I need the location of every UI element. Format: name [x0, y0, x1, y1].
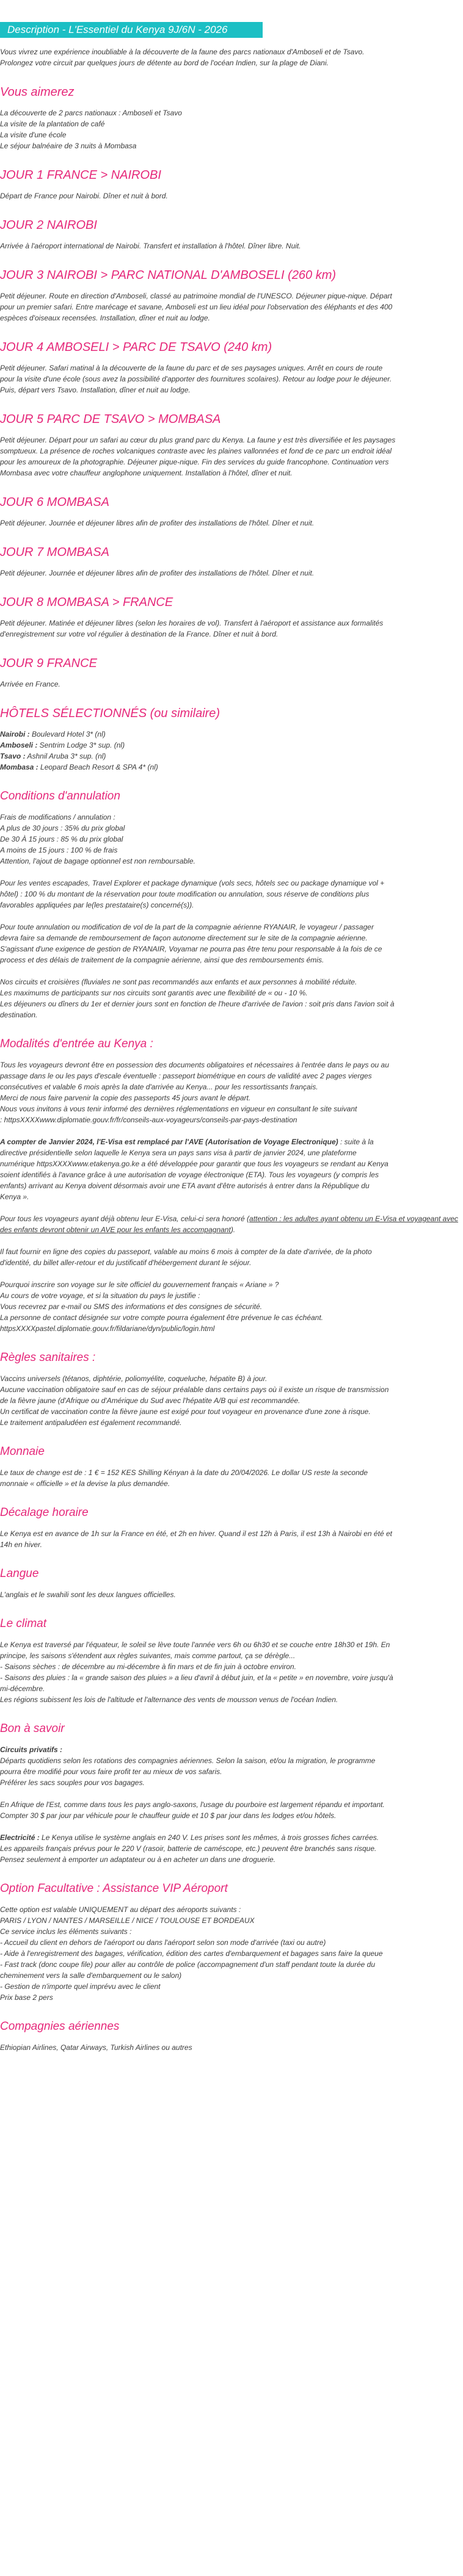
text-line: Le taux de change est de : 1 € = 152 KES Shilling Kényan à la date du 20/04/2026. Le dollar US reste la seconde	[0, 1468, 368, 1477]
text-line: S'agissant d'une exigence de gestion de RYANAIR, Voyamar ne pourra pas être tenu pour responsable à la fois de ce	[0, 945, 382, 953]
section-heading: Règles sanitaires :	[0, 1351, 96, 1364]
list-item: La visite de la plantation de café	[0, 120, 105, 128]
hotel-city: Nairobi :	[0, 730, 30, 738]
elec-label: Electricité :	[0, 1833, 40, 1842]
hotel-city: Tsavo :	[0, 752, 26, 760]
text-line: Départs quotidiens selon les rotations des compagnies aériennes. Selon la saison, et/ou la migration, le programme	[0, 1756, 376, 1765]
text-line: Vous recevrez par e-mail ou SMS des informations et des consignes de sécurité.	[0, 1302, 263, 1311]
day-6	[0, 494, 461, 529]
day-2	[0, 217, 461, 251]
text-line	[0, 1213, 461, 1235]
text-line: Cette option est valable UNIQUEMENT au départ des aéroports suivants :	[0, 1905, 241, 1914]
section-decalage	[0, 1505, 461, 1550]
text-line: Prix base 2 pers	[0, 1993, 53, 2002]
day-text: Puis, départ vers Tsavo. Installation, dîner et nuit au lodge.	[0, 386, 191, 394]
day-text: Petit déjeuner. Route en direction d'Amboseli, classé au patrimoine mondial de l'UNESCO. Déjeuner pique-nique. Départ	[0, 292, 392, 300]
hotel-line	[0, 740, 461, 751]
hotel-name: Boulevard Hotel 3* (nl)	[29, 730, 106, 738]
text-line: En Afrique de l'Est, comme dans tous les pays anglo-saxons, l'usage du pourboire est largement répandu et important.	[0, 1800, 385, 1809]
section-heading: Monnaie	[0, 1445, 45, 1458]
text-line: L'anglais et le swahili sont les deux langues officielles.	[0, 1590, 176, 1599]
section-heading: Langue	[0, 1567, 39, 1580]
text-line: Préférer les sacs souples pour vos bagages.	[0, 1778, 145, 1787]
text-line: Un certificat de vaccination contre la fièvre jaune est exigé pour tout voyageur en provenance d'une zone à risque.	[0, 1407, 371, 1416]
text-line: Le Kenya est traversé par l'équateur, le soleil se lève toute l'année vers 6h ou 6h30 et se couche entre 18h30 et 19h. En	[0, 1640, 390, 1649]
text-line: : httpsXXXXwww.diplomatie.gouv.fr/fr/conseils-aux-voyageurs/conseils-par-pays-destination	[0, 1116, 297, 1124]
day-text: espèces d'oiseaux recensées. Installation, dîner et nuit au lodge.	[0, 314, 210, 322]
text-line: - Accueil du client en dehors de l'aéroport ou dans l'aéroport selon son mode d'arrivée (taxi ou autre)	[0, 1938, 326, 1947]
day-text: Départ de France pour Nairobi. Dîner et nuit à bord.	[0, 192, 168, 200]
day-text: Petit déjeuner. Matinée et déjeuner libres (selon les horaires de vol). Transfert à l'aéroport et assistance aux formalités	[0, 619, 384, 627]
text-line: A moins de 15 jours : 100 % de frais	[0, 846, 118, 854]
text-line: enfants) arrivant au Kenya doivent désormais avoir une ETA avant d'être autorisés à entrer dans la République du	[0, 1182, 370, 1190]
list-item: La visite d'une école	[0, 131, 67, 139]
text-line: Attention, l'ajout de bagage optionnel est non remboursable.	[0, 857, 195, 865]
day-heading: JOUR 2 NAIROBI	[0, 218, 97, 232]
text-line: directive présidentielle selon laquelle le Kenya sera un pays sans visa à partir de janvier 2024, une plateforme	[0, 1149, 357, 1157]
day-text: somptueux. La présence de roches volcaniques contraste avec les plaines vallonnées et fond de ce parc un endroit idéal	[0, 447, 392, 455]
hotel-line	[0, 729, 461, 740]
hotel-line	[0, 751, 461, 762]
day-9	[0, 655, 461, 690]
day-heading: JOUR 1 FRANCE > NAIROBI	[0, 168, 161, 182]
text-line: Tous les voyageurs devront être en possession des documents obligatoires et nécessaires à l'entrée dans le pays ou au	[0, 1061, 389, 1069]
day-4	[0, 339, 461, 395]
day-text: Petit déjeuner. Départ pour un safari au cœur du plus grand parc du Kenya. La faune y est très diversifiée et les paysages	[0, 436, 396, 444]
text-line: Frais de modifications / annulation :	[0, 813, 115, 821]
section-sanitaires	[0, 1350, 461, 1428]
text-line: 14h en hiver.	[0, 1540, 42, 1549]
day-heading: JOUR 3 NAIROBI > PARC NATIONAL D'AMBOSELI (260 km)	[0, 269, 337, 282]
hotel-city: Mombasa :	[0, 763, 38, 771]
section-heading: Le climat	[0, 1617, 47, 1630]
text-line: consécutives et valable 6 mois après la date d'arrivée au Kenya... pour les ressortissants français.	[0, 1083, 318, 1091]
day-text: Petit déjeuner. Safari matinal à la découverte de la faune du parc et de ses paysages uniques. Arrêt en cours de route	[0, 364, 383, 372]
text-line: principe, les saisons s'étendent aux règles suivantes, mais comme partout, ça se dérègle...	[0, 1651, 296, 1660]
text-line: monnaie « officielle » et la devise la plus demandée.	[0, 1479, 170, 1488]
day-text: pour les amoureux de la photographie. Déjeuner pique-nique. Fin des services du guide francophone. Continuation vers	[0, 458, 389, 466]
text-line: devra faire sa demande de remboursement de façon autonome directement sur le site de la compagnie aérienne.	[0, 934, 368, 942]
text-line: Ethiopian Airlines, Qatar Airways, Turkish Airlines ou autres	[0, 2043, 192, 2052]
section-heading: Décalage horaire	[0, 1506, 89, 1519]
section-savoir	[0, 1721, 461, 1865]
text-line: Pour les ventes escapades, Travel Explorer et package dynamique (vols secs, hôtels sec ou package dynamique vol +	[0, 879, 385, 887]
text-line: Merci de nous faire parvenir la copie des passeports 45 jours avant le départ.	[0, 1094, 251, 1102]
day-heading: JOUR 4 AMBOSELI > PARC DE TSAVO (240 km)	[0, 341, 272, 354]
evisa-warning: attention : les adultes ayant obtenu un E-Visa et voyageant avec des enfants devront obtenir un AVE pour les enfants les accompagnant	[0, 1214, 459, 1234]
day-text: Arrivée en France.	[0, 680, 60, 688]
elec-text: Le Kenya utilise le système anglais en 240 V. Les prises sont les mêmes, à trois grosses fiches carrées.	[39, 1833, 379, 1842]
text-line: Ce service inclus les éléments suivants :	[0, 1927, 132, 1936]
evisa-text: Pour tous les voyageurs ayant déjà obtenu leur E-Visa, celui-ci sera honoré (	[0, 1214, 250, 1223]
text-line: Il faut fournir en ligne des copies du passeport, valable au moins 6 mois à compter de la date d'arrivée, de la photo	[0, 1247, 372, 1256]
text-line: - Saisons sèches : de décembre au mi-décembre à fin mars et de fin juin à octobre environ.	[0, 1662, 296, 1671]
content	[0, 46, 463, 2053]
section-heading: Vous aimerez	[0, 85, 75, 99]
section-heading: Option Facultative : Assistance VIP Aéroport	[0, 1882, 228, 1895]
section-heading: Conditions d'annulation	[0, 790, 120, 803]
list-item: La découverte de 2 parcs nationaux : Amboseli et Tsavo	[0, 109, 182, 117]
text-line: - Saisons des pluies : la « grande saison des pluies » a lieu d'avril à début juin, et la « petite » en novembre, voire jusqu'à	[0, 1673, 393, 1682]
text-line: process et des délais de traitement de la compagnie aérienne, ainsi que des remboursements émis.	[0, 956, 324, 964]
intro-line: Vous vivrez une expérience inoubliable à la découverte de la faune des parcs nationaux d'Amboseli et de Tsavo.	[0, 48, 365, 56]
text-line: Vaccins universels (tétanos, diphtérie, poliomyélite, coqueluche, hépatite B) à jour.	[0, 1374, 268, 1383]
day-heading: JOUR 8 MOMBASA > FRANCE	[0, 596, 173, 609]
text-line: La personne de contact désignée sur votre compte pourra également être prévenue le cas échéant.	[0, 1313, 324, 1322]
text-line: Nous vous invitons à vous tenir informé des dernières réglementations en vigueur en consultant le site suivant	[0, 1105, 357, 1113]
text-line: Le Kenya est en avance de 1h sur la France en été, et 2h en hiver. Quand il est 12h à Paris, il est 13h à Nairobi en été et	[0, 1529, 392, 1538]
text-line: pourra être modifié pour vous faire profit ter au mieux de vos safaris.	[0, 1767, 222, 1776]
text-line: cheminement vers la salle d'embarquement ou le salon)	[0, 1971, 182, 1980]
text-line: Compter 30 $ par jour par véhicule pour le chauffeur guide et 10 $ par jour dans les lodges et/ou hôtels.	[0, 1811, 337, 1820]
section-heading: Modalités d'entrée au Kenya :	[0, 1037, 153, 1050]
evisa-end: ).	[230, 1225, 236, 1234]
page-title: Description - L'Essentiel du Kenya 9J/6N - 2026	[0, 22, 263, 38]
text-line: Les déjeuners ou dîners du 1er et dernier jours sont en fonction de l'heure d'arrivée de l'avion : soit pris dans l'avion soit à	[0, 1000, 395, 1008]
text-line: Pour toute annulation ou modification de vol de la part de la compagnie aérienne RYANAIR, le voyageur / passager	[0, 923, 374, 931]
text-line: passage dans le ou les pays d'escale éventuelle : passeport biométrique en cours de validité avec 2 pages vierges	[0, 1072, 372, 1080]
day-text: Arrivée à l'aéroport international de Nairobi. Transfert et installation à l'hôtel. Dîner libre. Nuit.	[0, 242, 301, 250]
text-line: - Aide à l'enregistrement des bagages, vérification, édition des cartes d'embarquement et bagages sans faire la queue	[0, 1949, 383, 1958]
list-item: Le séjour balnéaire de 3 nuits à Mombasa	[0, 142, 137, 150]
text-line: Kenya ».	[0, 1192, 29, 1201]
day-3	[0, 267, 461, 323]
section-compagnies	[0, 2019, 461, 2053]
hotel-name: Leopard Beach Resort & SPA 4* (nl)	[38, 763, 158, 771]
section-heading: Bon à savoir	[0, 1722, 65, 1735]
text-line: Les régions subissent les lois de l'altitude et l'alternance des vents de mousson venus de l'océan Indien.	[0, 1695, 338, 1704]
section-langue	[0, 1566, 461, 1600]
day-heading: JOUR 7 MOMBASA	[0, 546, 109, 559]
day-text: Petit déjeuner. Journée et déjeuner libres afin de profiter des installations de l'hôtel. Dîner et nuit.	[0, 569, 315, 577]
text-line: Les maximums de participants sur nos circuits sont garantis avec une flexibilité de « ou - 10 %.	[0, 989, 308, 997]
text-line: PARIS / LYON / NANTES / MARSEILLE / NICE / TOULOUSE ET BORDEAUX	[0, 1916, 255, 1925]
section-vip	[0, 1881, 461, 2003]
intro-line: Prolongez votre circuit par quelques jours de détente au bord de l'océan Indien, sur la plage de Diani.	[0, 59, 329, 67]
section-conditions	[0, 788, 461, 1020]
text-line: httpsXXXXpastel.diplomatie.gouv.fr/fildariane/dyn/public/login.html	[0, 1324, 215, 1333]
day-text: pour un premier safari. Entre marécage et savane, Amboseli est un lieu idéal pour l'observation des éléphants et des 400	[0, 303, 393, 311]
text-line: d'identité, du billet aller-retour et du justificatif d'hébergement durant le séjour.	[0, 1258, 252, 1267]
section-heading: Compagnies aériennes	[0, 2020, 120, 2033]
day-text: Mombasa avec votre chauffeur anglophone uniquement. Installation à l'hôtel, dîner et nuit.	[0, 469, 293, 477]
day-8	[0, 594, 461, 640]
hotel-city: Amboseli :	[0, 741, 38, 749]
text-line: - Gestion de n'importe quel imprévu avec le client	[0, 1982, 161, 1991]
section-hotels	[0, 705, 461, 773]
hotel-name: Sentrim Lodge 3* sup. (nl)	[37, 741, 125, 749]
text-line: Les appareils français prévus pour le 220 V (rasoir, batterie de caméscope, etc.) peuvent être branchés sans risque.	[0, 1844, 377, 1853]
hotel-line	[0, 762, 461, 773]
text-line: Nos circuits et croisières (fluviales ne sont pas recommandés aux enfants et aux personnes à mobilité réduite.	[0, 978, 357, 986]
day-heading: JOUR 6 MOMBASA	[0, 496, 109, 509]
text-line: hôtel) : 100 % du montant de la réservation pour toute modification ou annulation, sous réserve de conditions plus	[0, 890, 370, 898]
text-line: favorables appliquées par le(les prestataire(s) concerné(s)).	[0, 901, 194, 909]
section-climat	[0, 1616, 461, 1705]
section-heading: HÔTELS SÉLECTIONNÉS (ou similaire)	[0, 707, 221, 720]
day-7	[0, 544, 461, 579]
day-1	[0, 167, 461, 201]
circuits-label: Circuits privatifs :	[0, 1745, 63, 1754]
text-line	[0, 1136, 461, 1147]
day-text: Petit déjeuner. Journée et déjeuner libres afin de profiter des installations de l'hôtel. Dîner et nuit.	[0, 519, 315, 527]
section-aimerez	[0, 84, 461, 151]
text-line: Pensez seulement à emporter un adaptateur ou à en acheter un dans une droguerie.	[0, 1855, 275, 1864]
day-heading: JOUR 5 PARC DE TSAVO > MOMBASA	[0, 413, 221, 426]
intro	[0, 46, 461, 68]
ave-notice-text: : suite à la	[338, 1138, 374, 1146]
section-monnaie	[0, 1444, 461, 1489]
text-line: Aucune vaccination obligatoire sauf en cas de séjour préalable dans certains pays où il existe un risque de transmission	[0, 1385, 389, 1394]
text-line: - Fast track (donc coupe file) pour aller au contrôle de police (accompagnement d'un staff pendant toute la durée du	[0, 1960, 375, 1969]
text-line: numérique httpsXXXXwww.etakenya.go.ke a été développée pour garantir que tous les voyageurs se rendant au Kenya	[0, 1160, 388, 1168]
day-text: d'enregistrement sur votre vol régulier à destination de la France. Dîner et nuit à bord.	[0, 630, 279, 638]
hotel-name: Ashnil Aruba 3* sup. (nl)	[25, 752, 106, 760]
ave-notice: A compter de Janvier 2024, l'E-Visa est remplacé par l'AVE (Autorisation de Voyage Electronique)	[0, 1138, 338, 1146]
text-line: De 30 À 15 jours : 85 % du prix global	[0, 835, 123, 843]
text-line: Pourquoi inscrire son voyage sur le site officiel du gouvernement français « Ariane » ?	[0, 1280, 279, 1289]
section-entree	[0, 1036, 461, 1334]
text-line: Au cours de votre voyage, et si la situation du pays le justifie :	[0, 1291, 200, 1300]
day-5	[0, 411, 461, 478]
day-text: pour la visite d'une école (sous avez la possibilité d'apporter des fournitures scolaires). Retour au lodge pour le déjeuner.	[0, 375, 392, 383]
text-line: Le traitement antipaludéen est également recommandé.	[0, 1418, 182, 1427]
day-heading: JOUR 9 FRANCE	[0, 657, 97, 670]
text-line	[0, 1832, 461, 1843]
text-line: mi-décembre.	[0, 1684, 45, 1693]
text-line: destination.	[0, 1011, 38, 1019]
text-line: soient identifiés à l'avance grâce à une autorisation de voyage électronique (ETA). Tous les voyageurs (y compris les	[0, 1171, 379, 1179]
text-line: A plus de 30 jours : 35% du prix global	[0, 824, 125, 832]
text-line: de la fièvre jaune (d'Afrique ou d'Amérique du Sud avec l'hépatite A/B qui est recommandée.	[0, 1396, 301, 1405]
